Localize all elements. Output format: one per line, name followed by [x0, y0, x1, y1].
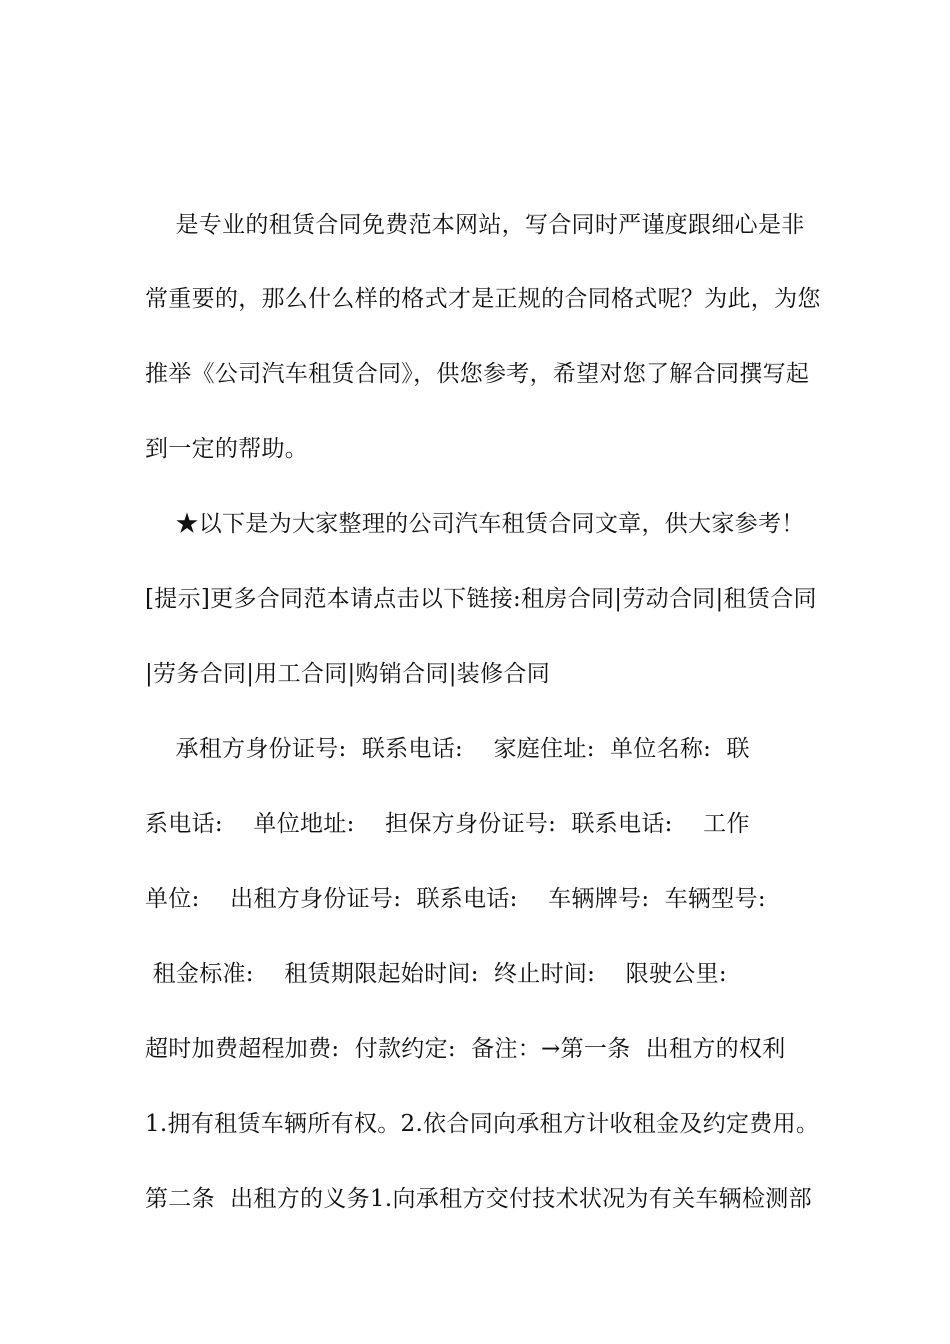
intro-line-3: 推举《公司汽车租赁合同》，供您参考，希望对您了解合同撰写起	[145, 361, 810, 387]
links-line-2: |劳务合同|用工合同|购销合同|装修合同	[145, 661, 550, 687]
contract-fields-line-3: 单位: 出租方身份证号: 联系电话: 车辆牌号: 车辆型号:	[145, 886, 766, 912]
links-line-1: [提示]更多合同范本请点击以下链接:租房合同|劳动合同|租赁合同	[145, 586, 817, 612]
intro-line-4: 到一定的帮助。	[145, 436, 309, 462]
contract-fields-line-4: 租金标准: 租赁期限起始时间: 终止时间: 限驶公里:	[145, 961, 727, 987]
contract-fields-line-1: 承租方身份证号: 联系电话: 家庭住址: 单位名称: 联	[145, 736, 750, 762]
contract-terms-line-2: 第二条 出租方的义务1.向承租方交付技术状况为有关车辆检测部	[145, 1186, 812, 1212]
contract-terms-line-1: 1.拥有租赁车辆所有权。2.依合同向承租方计收租金及约定费用。	[145, 1111, 820, 1137]
intro-line-1: 是专业的租赁合同免费范本网站，写合同时严谨度跟细心是非	[145, 212, 805, 238]
contract-fields-line-5: 超时加费超程加费: 付款约定: 备注：→第一条 出租方的权利	[145, 1036, 786, 1062]
contract-fields-line-2: 系电话: 单位地址: 担保方身份证号: 联系电话: 工作	[145, 811, 750, 837]
notice-line: ★以下是为大家整理的公司汽车租赁合同文章，供大家参考！	[145, 511, 805, 537]
intro-line-2: 常重要的，那么什么样的格式才是正规的合同格式呢？为此，为您	[145, 286, 821, 312]
